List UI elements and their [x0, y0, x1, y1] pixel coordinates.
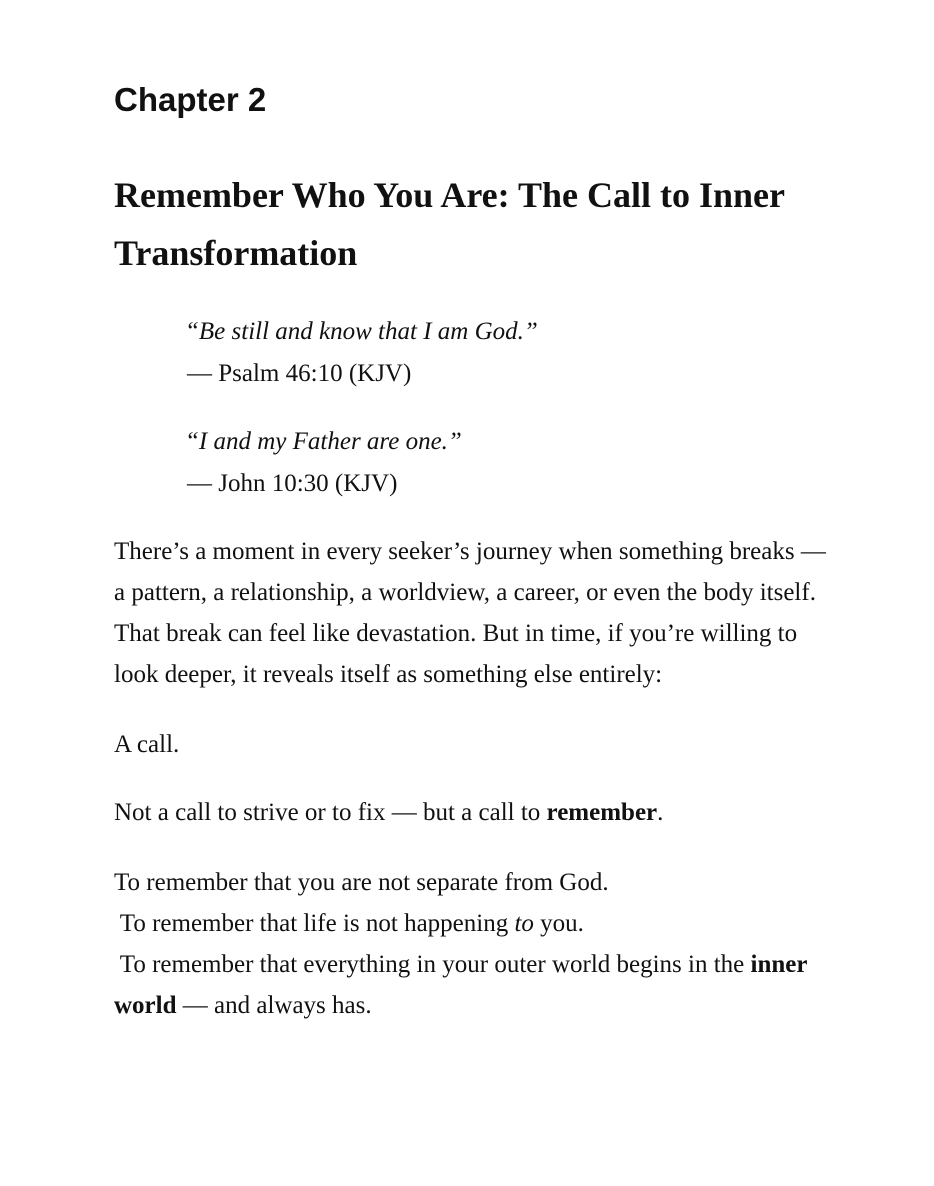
text-run: — and always has. — [176, 992, 372, 1019]
body-paragraph-seeker — [114, 531, 854, 695]
body-paragraph-a-call: A call. — [114, 731, 180, 758]
paragraph-line: There’s a moment in every seeker’s journey when something breaks — — [114, 538, 826, 565]
emphasis-world: world — [114, 992, 177, 1019]
paragraph-line: To remember that you are not separate from God. — [114, 869, 609, 896]
paragraph-line: That break can feel like devastation. But in time, if you’re willing to — [114, 620, 798, 647]
text-run: . — [657, 799, 664, 826]
text-run: To remember that everything in your outer world begins in the — [114, 951, 751, 978]
text-run: To remember that life is not happening — [114, 910, 515, 937]
epigraph-quote: “I and my Father are one.” — [185, 428, 462, 455]
emphasis-inner: inner — [750, 951, 808, 978]
paragraph-line: a pattern, a relationship, a worldview, a career, or even the body itself. — [114, 579, 816, 606]
paragraph-line — [114, 985, 854, 1026]
chapter-label: Chapter 2 — [114, 81, 267, 118]
emphasis-to: to — [514, 910, 534, 937]
paragraph-line — [114, 903, 854, 944]
emphasis-remember: remember — [546, 799, 658, 826]
epigraph-quote: “Be still and know that I am God.” — [185, 318, 538, 345]
chapter-title: Remember Who You Are: The Call to Inner Transformation — [114, 175, 785, 273]
text-run: Not a call to strive or to fix — but a call to — [114, 799, 547, 826]
text-run: you. — [533, 910, 584, 937]
paragraph-line — [114, 944, 854, 985]
epigraph-attribution: — John 10:30 (KJV) — [187, 470, 398, 497]
body-paragraph-remember — [114, 792, 854, 833]
paragraph-line: look deeper, it reveals itself as something else entirely: — [114, 661, 663, 688]
body-paragraph-to-remember — [114, 862, 854, 1026]
epigraph-attribution: — Psalm 46:10 (KJV) — [187, 360, 412, 387]
epigraph-john — [185, 421, 462, 505]
epigraph-psalm — [185, 311, 538, 395]
